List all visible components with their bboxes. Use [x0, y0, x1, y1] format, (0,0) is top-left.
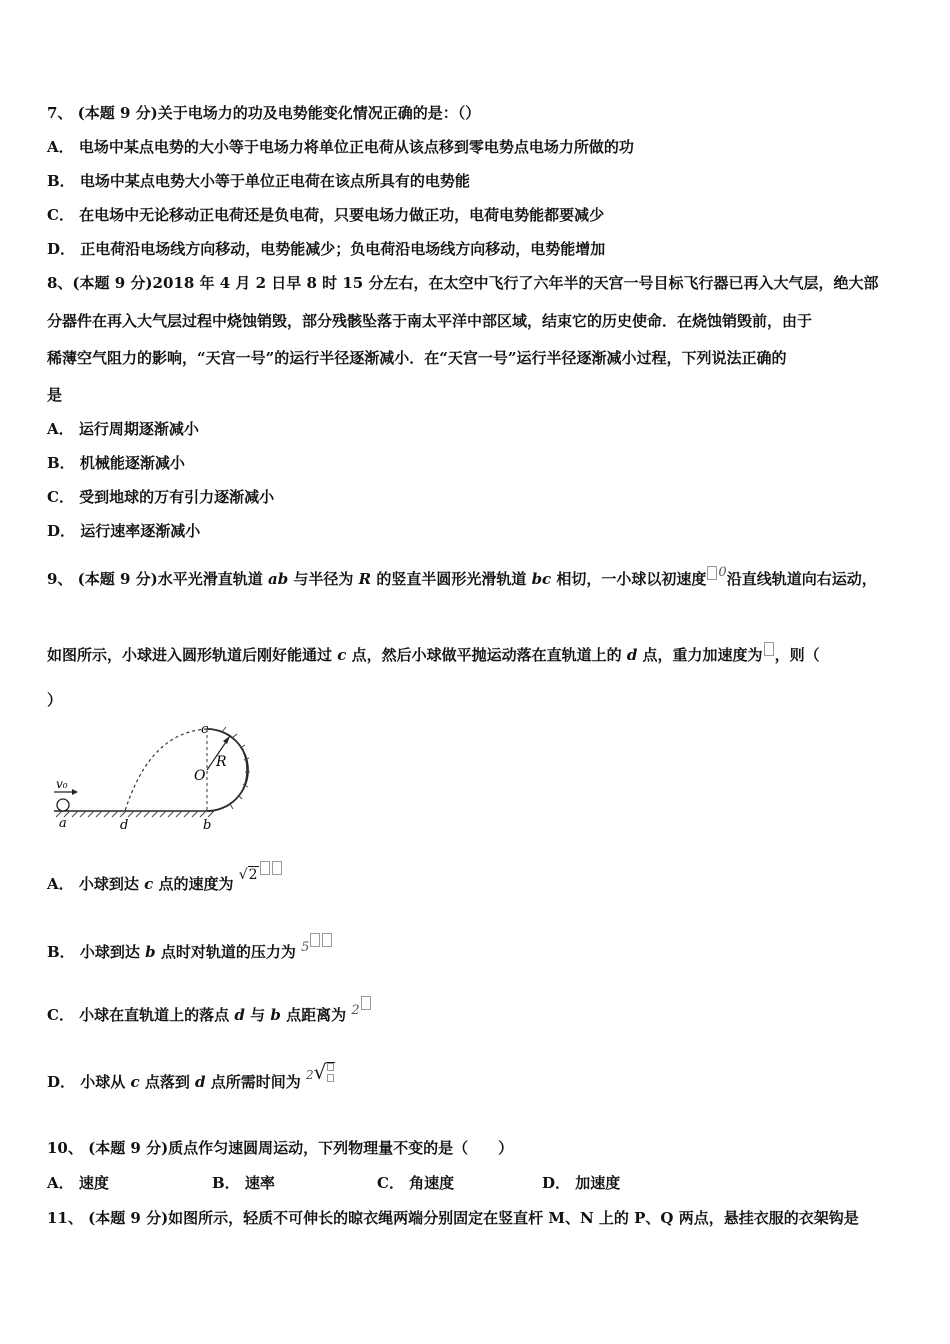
q7-option-a: A． 电场中某点电势的大小等于电场力将单位正电荷从该点移到零电势点电场力所做的功 — [47, 138, 634, 156]
q10-option-b: B． 速率 — [212, 1174, 275, 1192]
label-d: d — [120, 818, 129, 833]
q8-option-c: C． 受到地球的万有引力逐渐减小 — [47, 488, 275, 506]
formula-placeholder — [260, 861, 270, 875]
q10-option-c: C． 角速度 — [377, 1174, 455, 1192]
formula-placeholder — [361, 996, 371, 1010]
q8-stem-line-1: 8、(本题 9 分)2018 年 4 月 2 日早 8 时 15 分左右，在太空中飞行了六年半的天宫一号目标飞行器已再入大气层，绝大部 — [47, 274, 879, 292]
sqrt-fraction: √ — [314, 1062, 336, 1085]
q9-option-c: C． 小球在直轨道上的落点 d 与 b 点距离为 2 — [47, 996, 372, 1027]
formula-placeholder — [764, 642, 774, 656]
q7-stem: 7、 (本题 9 分)关于电场力的功及电势能变化情况正确的是：（） — [47, 104, 481, 122]
q8-stem-line-4: 是 — [47, 386, 63, 404]
label-v0: v₀ — [56, 777, 68, 791]
q7-option-d: D． 正电荷沿电场线方向移动，电势能减少；负电荷沿电场线方向移动，电势能增加 — [47, 240, 606, 258]
label-b: b — [203, 818, 212, 833]
q8-option-b: B． 机械能逐渐减小 — [47, 454, 185, 472]
q10-options — [47, 1173, 707, 1193]
ground-hatching — [56, 811, 214, 817]
q8-option-a: A． 运行周期逐渐减小 — [47, 420, 199, 438]
q9-option-d: D． 小球从 c 点落到 d 点所需时间为 $^2$√ — [47, 1070, 335, 1093]
label-a: a — [59, 816, 67, 831]
q9-option-b: B． 小球到达 b 点时对轨道的压力为 5 — [47, 933, 333, 964]
q7-option-b: B． 电场中某点电势大小等于单位正电荷在该点所具有的电势能 — [47, 172, 470, 190]
formula-placeholder — [272, 861, 282, 875]
ball — [57, 799, 69, 811]
formula-placeholder — [327, 1063, 334, 1071]
q7-option-c: C． 在电场中无论移动正电荷还是负电荷，只要电场力做正功，电荷电势能都要减少 — [47, 206, 605, 224]
label-R: R — [216, 754, 227, 770]
q9-stem-line-3: ） — [47, 691, 63, 709]
q10-option-a: A． 速度 — [47, 1174, 109, 1192]
q9-stem-line-2: 如图所示，小球进入圆形轨道后刚好能通过 c 点，然后小球做平抛运动落在直轨道上的 d 点，重力加速度为 ，则（ — [47, 642, 820, 665]
q8-stem-line-2: 分器件在再入大气层过程中烧蚀销毁，部分残骸坠落于南太平洋中部区域，结束它的历史使命．在烧蚀销毁前，由于 — [47, 312, 813, 330]
q9-stem-line-1: 9、 (本题 9 分)水平光滑直轨道 ab 与半径为 R 的竖直半圆形光滑轨道 bc 相切，一小球以初速度 0沿直线轨道向右运动， — [47, 565, 877, 588]
formula-placeholder — [322, 933, 332, 947]
q8-stem-line-3: 稀薄空气阻力的影响，“天宫一号”的运行半径逐渐减小．在“天宫一号”运行半径逐渐减小过程，下列说法正确的 — [47, 349, 787, 367]
track-diagram — [50, 722, 260, 834]
q8-option-d: D． 运行速率逐渐减小 — [47, 522, 201, 540]
formula-placeholder — [327, 1074, 334, 1082]
formula-placeholder — [707, 566, 717, 580]
label-O: O — [194, 768, 206, 784]
v0-arrowhead — [72, 789, 78, 795]
label-c: c — [201, 722, 209, 737]
q10-stem: 10、 (本题 9 分)质点作匀速圆周运动，下列物理量不变的是（ ） — [47, 1139, 514, 1157]
q9-option-a: A． 小球到达 c 点的速度为 √2 — [47, 871, 283, 895]
q10-option-d: D． 加速度 — [542, 1174, 621, 1192]
sqrt-expression: √2 — [239, 867, 283, 883]
radius-arrowhead — [223, 736, 230, 744]
q11-stem: 11、 (本题 9 分)如图所示，轻质不可伸长的晾衣绳两端分别固定在竖直杆 M、N 上的 P、Q 两点，悬挂衣服的衣架钩是 — [47, 1209, 859, 1227]
formula-placeholder — [310, 933, 320, 947]
